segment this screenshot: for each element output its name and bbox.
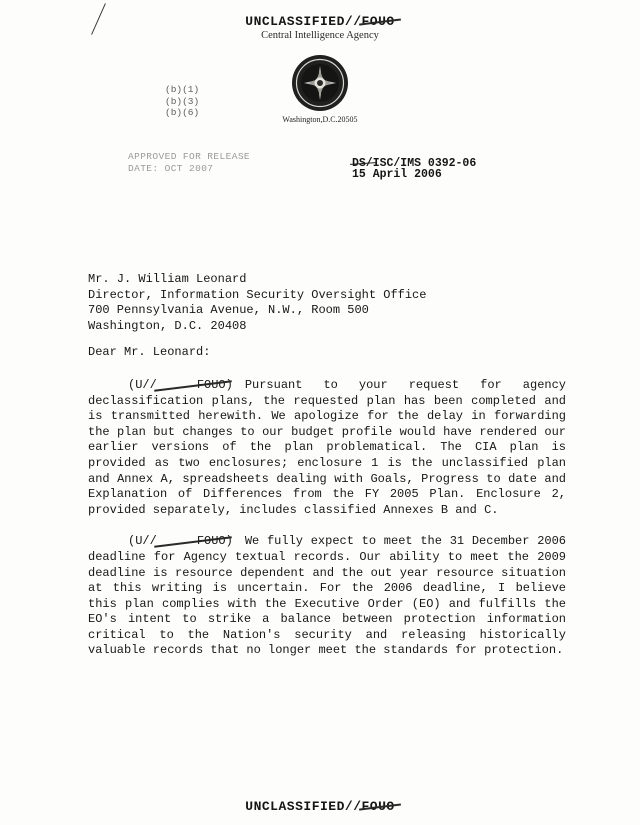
release-stamp-line1: APPROVED FOR RELEASE (128, 151, 251, 162)
redaction-code: (b)(1) (165, 84, 200, 95)
cia-seal-graphic (291, 54, 349, 112)
recipient-line: Director, Information Security Oversight Office (88, 287, 427, 302)
body-paragraph-2 (88, 534, 566, 659)
marker-fouo-struck: FOUO (157, 378, 226, 394)
recipient-line: Mr. J. William Leonard (88, 272, 247, 286)
cia-seal-icon (291, 54, 349, 112)
release-stamp (128, 151, 250, 174)
recipient-line: 700 Pennsylvania Avenue, N.W., Room 500 (88, 303, 369, 318)
classification-banner-top (20, 14, 620, 29)
redaction-code: (b)(6) (165, 107, 200, 118)
paragraph-text: Pursuant to your request for agency declassification plans, the requested plan has been completed and is transmitted herewith. We apologize for the delay in forwarding the plan but changes to our budget profile would have rendered our earlier versions of the plan problematical. The CIA plan is provided as two enclosures; enclosure 1 is the unclassified plan and Annex A, spreadsheets dealing with Goals, Progress to date and Explanation of Differences from the FY 2005 Plan. Enclosure 2, provided separately, includes classified Annexes B and C. (88, 377, 566, 517)
release-stamp-line2: DATE: OCT 2007 (128, 162, 214, 174)
agency-name: Central Intelligence Agency (261, 30, 379, 41)
marker-suffix: ) (225, 377, 233, 392)
marker-prefix: (U// (128, 377, 157, 392)
agency-location: Washington,D.C.20505 (282, 115, 358, 124)
reference-block (352, 158, 476, 180)
classification-text: UNCLASSIFIED// (245, 799, 362, 814)
classification-text: UNCLASSIFIED// (245, 14, 362, 29)
salutation: Dear Mr. Leonard: (88, 345, 211, 360)
fouo-struck-text: FOUO (361, 14, 395, 29)
marker-fouo-struck: FOUO (157, 534, 226, 550)
reference-date: 15 April 2006 (352, 168, 442, 181)
marker-suffix: ) (225, 534, 233, 549)
paragraph-text: We fully expect to meet the 31 December 2006 deadline for Agency textual records. Our ability to meet the 2009 deadline is resource dependent and the out year resource situation at this writing is uncertain. For the 2006 deadline, I believe this plan complies with the Executive Order (EO) and fulfills the EO's intent to strike a balance between protection information critical to the Nation's security and releasing historically valuable records that no longer meet the standards for protection. (88, 534, 566, 658)
recipient-line: Washington, D.C. 20408 (88, 318, 247, 333)
classification-banner-bottom (20, 799, 620, 814)
redaction-code: (b)(3) (165, 95, 200, 107)
classification-marker (128, 534, 233, 548)
reference-number-wrap (352, 158, 476, 169)
paragraphs (88, 378, 566, 659)
body-paragraph-1 (88, 378, 566, 518)
reference-number: DS/ISC/IMS 0392-06 (352, 157, 477, 170)
fouo-struck-text: FOUO (361, 799, 395, 814)
classification-marker (128, 378, 233, 392)
marker-prefix: (U// (128, 534, 157, 549)
letter-body (88, 272, 566, 675)
recipient-address (88, 272, 566, 334)
redaction-codes (165, 84, 199, 119)
